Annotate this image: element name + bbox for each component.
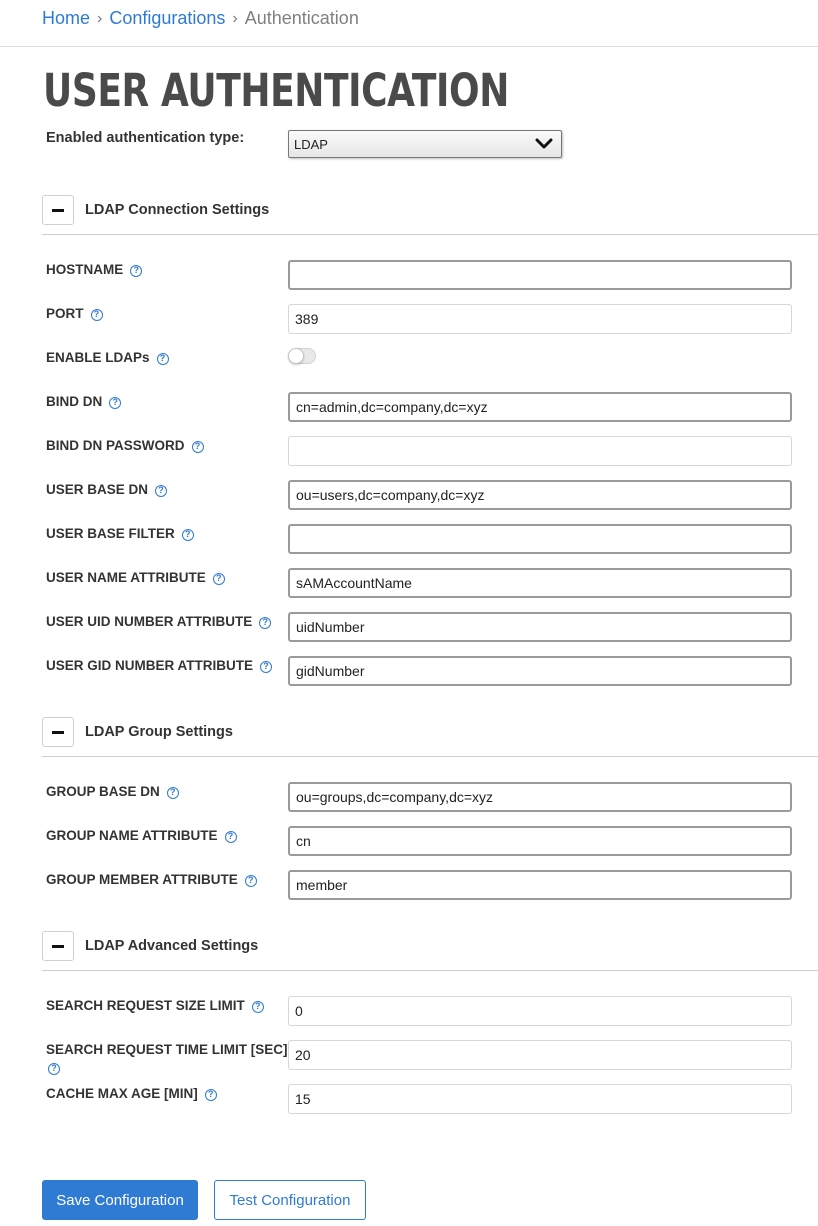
- search-request-size-limit-label: SEARCH REQUEST SIZE LIMIT ?: [46, 997, 264, 1015]
- section-title-connection: LDAP Connection Settings: [85, 202, 270, 218]
- hostname-label: HOSTNAME ?: [46, 261, 142, 279]
- chevron-right-icon: ›: [97, 9, 103, 27]
- user-base-dn-label: USER BASE DN ?: [46, 481, 167, 499]
- search-request-time-limit-label: SEARCH REQUEST TIME LIMIT [SEC] ?: [46, 1042, 288, 1073]
- help-icon[interactable]: ?: [252, 1001, 264, 1013]
- bind-dn-input[interactable]: [288, 392, 792, 422]
- user-base-dn-input[interactable]: [288, 480, 792, 510]
- chevron-right-icon: ›: [232, 9, 238, 27]
- group-base-dn-input[interactable]: [288, 782, 792, 812]
- help-icon[interactable]: ?: [225, 831, 237, 843]
- help-icon[interactable]: ?: [91, 309, 103, 321]
- port-input[interactable]: [288, 304, 792, 334]
- group-member-attribute-input[interactable]: [288, 870, 792, 900]
- auth-type-label: Enabled authentication type:: [46, 130, 245, 146]
- user-base-filter-label: USER BASE FILTER ?: [46, 525, 194, 543]
- help-icon[interactable]: ?: [192, 441, 204, 453]
- group-name-attribute-input[interactable]: [288, 826, 792, 856]
- minus-icon: [52, 731, 64, 734]
- help-icon[interactable]: ?: [182, 529, 194, 541]
- section-divider: [42, 756, 818, 757]
- help-icon[interactable]: ?: [260, 661, 272, 673]
- bind-dn-password-label: BIND DN PASSWORD ?: [46, 437, 204, 455]
- port-label: PORT ?: [46, 305, 103, 323]
- save-configuration-button[interactable]: Save Configuration: [42, 1180, 198, 1220]
- help-icon[interactable]: ?: [213, 573, 225, 585]
- user-gid-number-attribute-label: USER GID NUMBER ATTRIBUTE ?: [46, 657, 272, 675]
- minus-icon: [52, 945, 64, 948]
- enable-ldaps-label: ENABLE LDAPs ?: [46, 349, 169, 367]
- collapse-group-button[interactable]: [42, 717, 74, 747]
- toggle-knob: [288, 348, 304, 364]
- help-icon[interactable]: ?: [155, 485, 167, 497]
- help-icon[interactable]: ?: [109, 397, 121, 409]
- help-icon[interactable]: ?: [205, 1089, 217, 1101]
- help-icon[interactable]: ?: [48, 1063, 60, 1075]
- section-title-group: LDAP Group Settings: [85, 724, 233, 740]
- help-icon[interactable]: ?: [259, 617, 271, 629]
- section-header-advanced: [42, 931, 258, 961]
- collapse-advanced-button[interactable]: [42, 931, 74, 961]
- breadcrumb-home-link[interactable]: Home: [42, 8, 91, 28]
- auth-type-select[interactable]: [288, 130, 562, 158]
- header-divider: [0, 46, 818, 47]
- bind-dn-label: BIND DN ?: [46, 393, 121, 411]
- search-request-time-limit-input[interactable]: [288, 1040, 792, 1070]
- section-header-group: [42, 717, 233, 747]
- breadcrumb: [42, 8, 359, 29]
- user-name-attribute-input[interactable]: [288, 568, 792, 598]
- breadcrumb-configurations-link[interactable]: Configurations: [109, 8, 226, 28]
- bind-dn-password-input[interactable]: [288, 436, 792, 466]
- help-icon[interactable]: ?: [167, 787, 179, 799]
- user-uid-number-attribute-label: USER UID NUMBER ATTRIBUTE ?: [46, 613, 271, 631]
- help-icon[interactable]: ?: [157, 353, 169, 365]
- user-uid-number-attribute-input[interactable]: [288, 612, 792, 642]
- breadcrumb-current: Authentication: [244, 8, 359, 28]
- minus-icon: [52, 209, 64, 212]
- help-icon[interactable]: ?: [245, 875, 257, 887]
- help-icon[interactable]: ?: [130, 265, 142, 277]
- user-gid-number-attribute-input[interactable]: [288, 656, 792, 686]
- cache-max-age-input[interactable]: [288, 1084, 792, 1114]
- auth-type-selected-value: LDAP: [294, 136, 328, 152]
- test-configuration-button[interactable]: Test Configuration: [214, 1180, 366, 1220]
- cache-max-age-label: CACHE MAX AGE [MIN] ?: [46, 1085, 217, 1103]
- user-name-attribute-label: USER NAME ATTRIBUTE ?: [46, 569, 225, 587]
- hostname-input[interactable]: [288, 260, 792, 290]
- page-title: USER AUTHENTICATION: [43, 64, 509, 117]
- enable-ldaps-toggle[interactable]: [288, 348, 316, 364]
- group-member-attribute-label: GROUP MEMBER ATTRIBUTE ?: [46, 871, 257, 889]
- section-divider: [42, 234, 818, 235]
- chevron-down-icon: [535, 138, 553, 150]
- section-divider: [42, 970, 818, 971]
- section-title-advanced: LDAP Advanced Settings: [85, 938, 259, 954]
- search-request-size-limit-input[interactable]: [288, 996, 792, 1026]
- group-name-attribute-label: GROUP NAME ATTRIBUTE ?: [46, 827, 237, 845]
- user-base-filter-input[interactable]: [288, 524, 792, 554]
- section-header-connection: [42, 195, 269, 225]
- collapse-connection-button[interactable]: [42, 195, 74, 225]
- group-base-dn-label: GROUP BASE DN ?: [46, 783, 179, 801]
